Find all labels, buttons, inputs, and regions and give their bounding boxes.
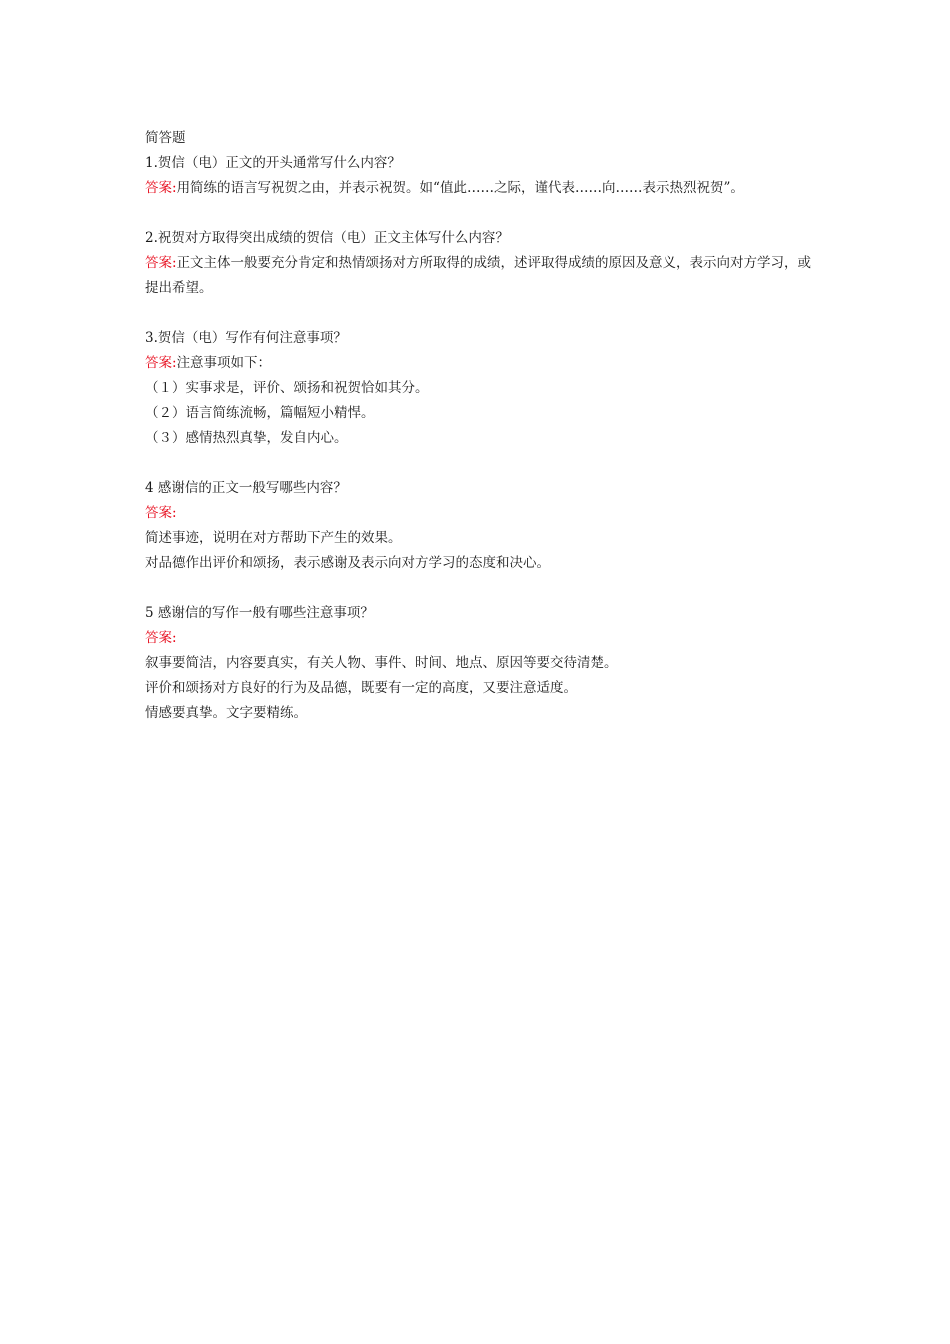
answer-1-text: 用简练的语言写祝贺之由，并表示祝贺。如“值此……之际，谨代表……向……表示热烈祝贺”。 [176,180,744,196]
answer-2 [145,251,815,301]
answer-5-line-3: 情感要真挚。文字要精练。 [145,705,307,721]
qa-block-1 [145,151,815,201]
answer-1 [145,176,815,201]
answer-3-item-3: （３）感情热烈真挚，发自内心。 [145,430,348,446]
answer-label: 答案: [145,355,177,371]
document-page [145,126,815,726]
section-heading: 简答题 [145,130,186,146]
answer-label: 答案: [145,255,177,271]
qa-block-2 [145,226,815,301]
answer-3-item-1: （１）实事求是，评价、颂扬和祝贺恰如其分。 [145,380,429,396]
spacer [145,451,815,476]
answer-label: 答案: [145,630,177,646]
qa-block-5 [145,601,815,726]
spacer [145,301,815,326]
answer-4-line-2: 对品德作出评价和颂扬，表示感谢及表示向对方学习的态度和决心。 [145,555,550,571]
answer-4-line-1: 简述事迹，说明在对方帮助下产生的效果。 [145,530,402,546]
answer-label: 答案: [145,180,177,196]
answer-3 [145,351,815,376]
answer-3-text: 注意事项如下： [176,355,272,371]
answer-2-text: 正文主体一般要充分肯定和热情颂扬对方所取得的成绩，述评取得成绩的原因及意义，表示向对方学习，或提出希望。 [145,255,812,296]
question-2: 2.祝贺对方取得突出成绩的贺信（电）正文主体写什么内容？ [145,230,509,246]
answer-5-line-2: 评价和颂扬对方良好的行为及品德，既要有一定的高度，又要注意适度。 [145,680,577,696]
answer-label: 答案: [145,505,177,521]
question-3: 3.贺信（电）写作有何注意事项？ [145,330,347,346]
question-1: 1.贺信（电）正文的开头通常写什么内容？ [145,155,401,171]
answer-5-line-1: 叙事要简洁，内容要真实，有关人物、事件、时间、地点、原因等要交待清楚。 [145,655,618,671]
spacer [145,201,815,226]
question-4: 4 感谢信的正文一般写哪些内容？ [145,480,347,496]
question-5: 5 感谢信的写作一般有哪些注意事项？ [145,605,374,621]
qa-block-4 [145,476,815,576]
qa-block-3 [145,326,815,451]
spacer [145,576,815,601]
answer-3-item-2: （２）语言简练流畅，篇幅短小精悍。 [145,405,375,421]
